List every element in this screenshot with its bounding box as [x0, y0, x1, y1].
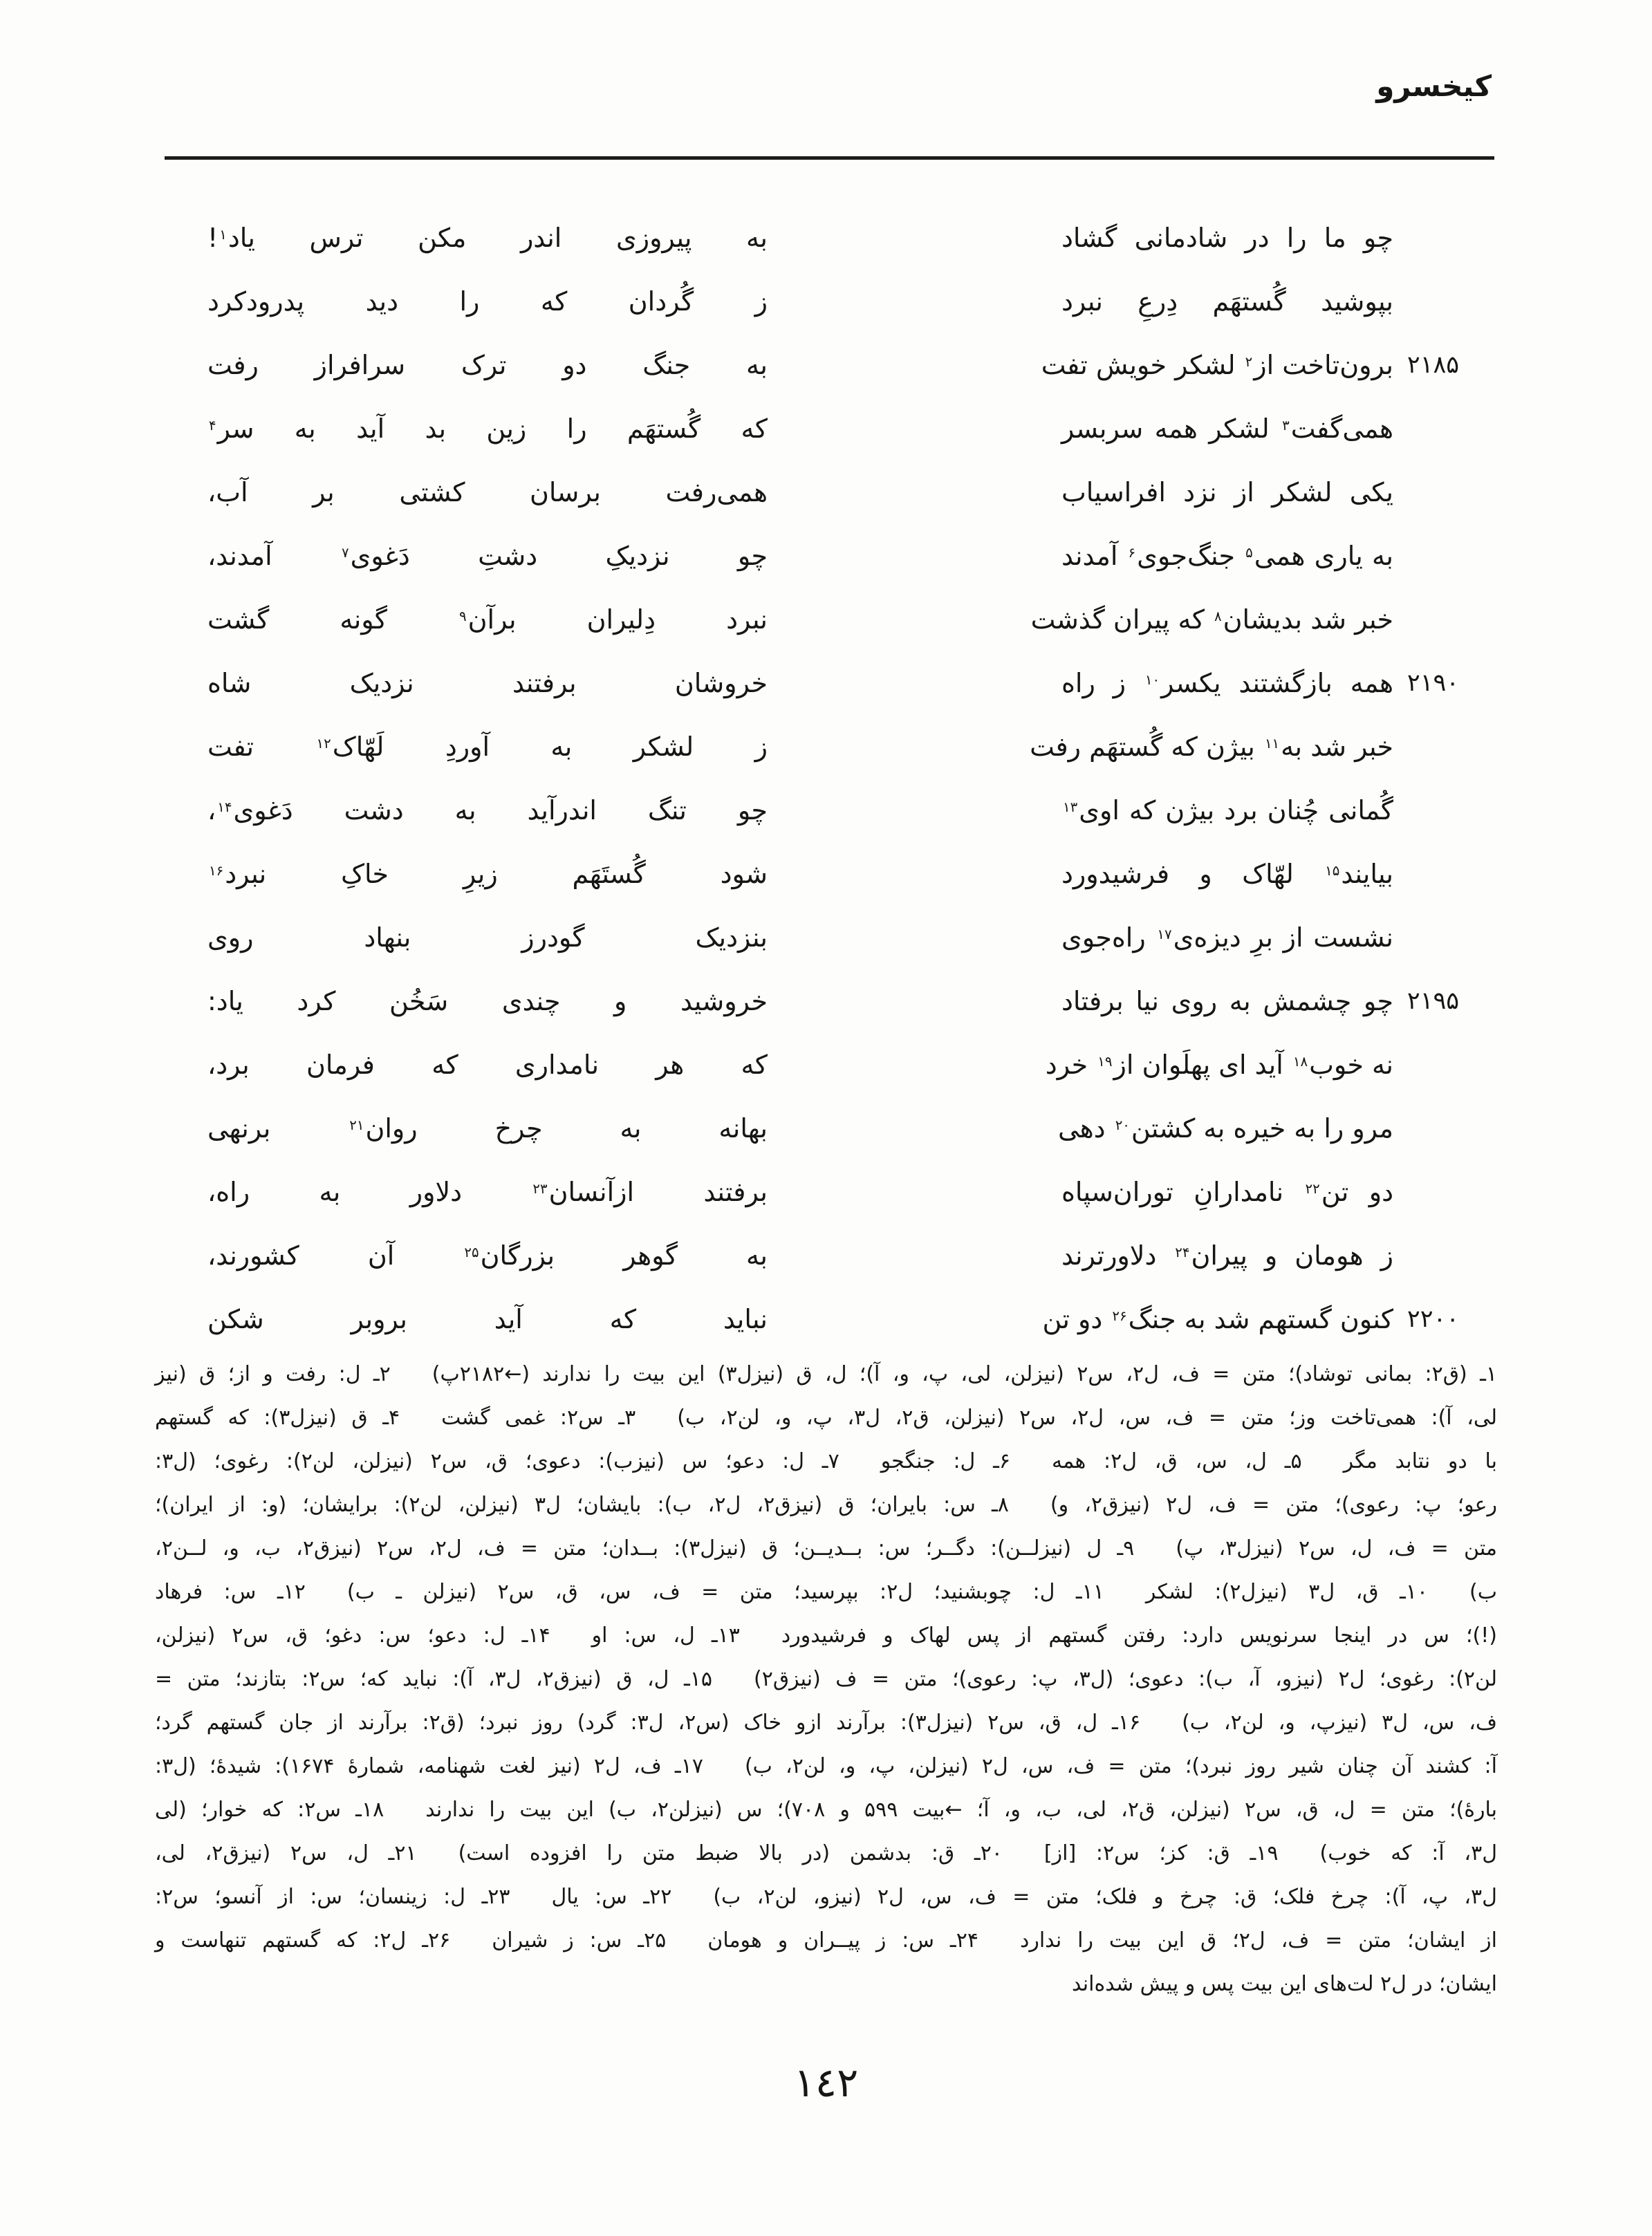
hemistich-second: بنزدیک گودرز بنهاد روی: [207, 922, 768, 953]
verse-row: [156, 779, 1497, 842]
footnote-marker: ۱۳: [1063, 799, 1078, 816]
footnote-marker: ۲۴: [1175, 1245, 1190, 1261]
hemistich-second: که گُستهَم را زین بد آید به سر$^۴$: [209, 413, 768, 444]
hemistich-second: به جنگ دو ترک سرافراز رفت: [207, 350, 768, 380]
hemistich-second: به پیروزی اندر مکن ترس یاد$^۱$!: [207, 223, 768, 253]
footnote-marker: ۱۰: [1144, 672, 1160, 689]
hemistich-first: همه بازگشتند یکسر$^{۱۰}$ ز راه: [1061, 668, 1394, 698]
footnote-marker: ۱۴: [217, 799, 232, 816]
hemistich-second: نباید که آید بروبر شکن: [207, 1304, 768, 1334]
footnote-marker: ۴: [209, 418, 216, 434]
hemistich-second: خروشان برفتند نزدیک شاه: [207, 668, 768, 698]
hemistich-first: گُمانی چُنان برد بیژن که اوی$^{۱۳}$: [1063, 795, 1393, 826]
hemistich-second: چو نزدیکِ دشتِ دَغوی$^۷$ آمدند،: [207, 541, 768, 571]
footnote-line: ۱ـ (ق۲: بمانی توشاد)؛ متن = ف، ل۲، س۲ (نیزلن، لی، پ، و، آ)؛ ل، ق (نیزل۳) این بیت را ندارند (←۲۱۸۲پ) ۲ـ ل: رفت و از؛ ق (نیز: [155, 1362, 1497, 1386]
verse-number: [1397, 1097, 1469, 1160]
footnote-line: از ایشان؛ متن = ف، ل۲؛ ق این بیت را ندارد ۲۴ـ س: ز پیــران و هومان ۲۵ـ س: ز شیران ۲۶ـ ل۲: که گستهم تنهاست و: [155, 1928, 1498, 1953]
hemistich-first: بپوشید گُستهَم دِرعِ نبرد: [1061, 286, 1393, 317]
footnote-line: ایشان؛ در ل۲ لت‌های این بیت پس و پیش شده‌اند: [1072, 1972, 1497, 1996]
footnote-line: ف، س، ل۳ (نیزپ، و، لن۲، ب) ۱۶ـ ل، ق، س۲ (نیزل۳): برآرند ازو خاک (س۲، ل۳: گرد) روز نبرد؛ (ق۲: برآرند از جان گستهم گرد؛: [155, 1711, 1497, 1735]
hemistich-second: نبرد دِلیران برآن$^۹$ گونه گشت: [207, 604, 768, 635]
hemistich-first: چو ما را در شادمانی گشاد: [1061, 223, 1393, 253]
hemistich-second: برفتند ازآنسان$^{۲۳}$ دلاور به راه،: [207, 1177, 768, 1207]
footnote-marker: ۹: [459, 608, 467, 625]
verse-row: [156, 1224, 1497, 1287]
hemistich-second: چو تنگ اندرآید به دشت دَغوی$^{۱۴}$،: [207, 795, 768, 826]
footnote-marker: ۲۲: [1305, 1181, 1320, 1198]
verse-number: [1397, 397, 1469, 460]
hemistich-second: خروشید و چندی سَخُن کرد یاد:: [207, 986, 768, 1016]
footnote-marker: ۲۰: [1115, 1117, 1130, 1134]
footnote-marker: ۱۷: [1157, 926, 1172, 943]
verse-row: [156, 397, 1497, 460]
verse-row: [156, 460, 1497, 524]
hemistich-first: خبر شد به$^{۱۱}$ بیژن که گُستهَم رفت: [1030, 732, 1393, 762]
verse-number: [1397, 1160, 1469, 1224]
verse-row: [156, 588, 1497, 651]
footnote-marker: ۲۱: [349, 1117, 364, 1134]
verse-number: ۲۱۹۵: [1407, 987, 1460, 1015]
verse-number: [1397, 206, 1469, 270]
verse-row: [156, 333, 1497, 397]
footnote-line: لن۲): رغوی؛ ل۲ (نیزو، آ، ب): دعوی؛ (ل۳، پ: رعوی)؛ متن = ف (نیزق۲) ۱۵ـ ل، ق (نیزق۲، ل۳، آ): نباید که؛ س۲: بتازند؛ متن =: [155, 1667, 1498, 1691]
hemistich-first: ز هومان و پیران$^{۲۴}$ دلاورترند: [1061, 1240, 1393, 1271]
verse-row: [156, 906, 1497, 969]
hemistich-second: به گوهر بزرگان$^{۲۵}$ آن کشورند،: [207, 1240, 768, 1271]
hemistich-second: بهانه به چرخ روان$^{۲۱}$ برنهی: [207, 1113, 768, 1144]
hemistich-second: شود گُستَهَم زیرِ خاکِ نبرد$^{۱۶}$: [209, 859, 768, 889]
footnote-marker: ۱۸: [1292, 1054, 1308, 1070]
verse-number: [1397, 524, 1469, 588]
hemistich-second: همی‌رفت برسان کشتی بر آب،: [207, 477, 768, 507]
footnote-line: (!)؛ س در اینجا سرنویس دارد: رفتن گستهم از پس لهاک و فرشیدورد ۱۳ـ ل، س: او ۱۴ـ ل: دعو؛ س: دغو؛ ق، س۲ (نیزلن،: [155, 1623, 1497, 1648]
verse-row: [156, 524, 1497, 588]
footnote-marker: ۲: [1245, 354, 1253, 371]
verse-number: ۲۲۰۰: [1407, 1305, 1460, 1333]
footnote-marker: ۵: [1245, 545, 1253, 561]
footnote-marker: ۱۶: [209, 863, 224, 879]
verse-number: ۲۱۹۰: [1407, 669, 1460, 697]
verse-number: [1397, 1224, 1469, 1287]
verse-row: [156, 1097, 1497, 1160]
verse-number: [1397, 460, 1469, 524]
verse-number: [1397, 588, 1469, 651]
hemistich-first: کنون گستهم شد به جنگ$^{۲۶}$ دو تن: [1042, 1304, 1393, 1334]
verse-number: [1397, 906, 1469, 969]
footnote-marker: ۶: [1128, 545, 1136, 561]
verse-number: ۲۱۸۵: [1407, 351, 1460, 379]
footnote-line: آ: کشند آن چنان شیر روز نبرد)؛ متن = ف، س، ل۲ (نیزلن، پ، و، لن۲، ب) ۱۷ـ ف، ل۲ (نیز لغت شهنامه، شمارهٔ ۱۶۷۴): شیدهٔ؛ (ل۳:: [155, 1754, 1497, 1778]
footnote-marker: ۷: [341, 545, 349, 561]
header-rule: [165, 156, 1494, 160]
footnote-line: رعو؛ پ: رعوی)؛ متن = ف، ل۲ (نیزق۲، و) ۸ـ س: بایران؛ ق (نیزق۲، ل۲، ب): بایشان؛ ل۳ (نیزلن، لن۲): برایشان؛ (و: از ایران)؛: [155, 1493, 1497, 1517]
hemistich-first: بیایند$^{۱۵}$ لهّاک و فرشیدورد: [1061, 859, 1393, 889]
footnote-marker: ۱۱: [1264, 736, 1280, 752]
hemistich-first: یکی لشکر از نزد افراسیاب: [1061, 477, 1393, 507]
footnote-marker: ۳: [1282, 418, 1290, 434]
footnote-line: ب) ۱۰ـ ق، ل۳ (نیزل۲): لشکر ۱۱ـ ل: چوبشنید؛ ل۲: بپرسید؛ متن = ف، س، ق، س۲ (نیزلن ـ ب) ۱۲ـ س: فرهاد: [155, 1580, 1497, 1604]
footnote-marker: ۱۵: [1325, 863, 1340, 879]
hemistich-first: نشست از برِ دیزه‌ی$^{۱۷}$ راه‌جوی: [1061, 922, 1393, 953]
verse-row: [156, 206, 1497, 270]
footnote-marker: ۲۵: [464, 1245, 479, 1261]
hemistich-first: به یاری همی$^۵$ جنگ‌جوی$^۶$ آمدند: [1061, 541, 1393, 571]
hemistich-first: چو چشمش به روی نیا برفتاد: [1061, 986, 1393, 1016]
hemistich-first: مرو را به خیره به کشتن$^{۲۰}$ دهی: [1057, 1113, 1393, 1144]
verse-number: [1397, 1033, 1469, 1097]
footnote-marker: ۱۹: [1097, 1054, 1113, 1070]
hemistich-second: ز گُردان که را دید پدرودکرد: [207, 286, 768, 317]
hemistich-first: دو تن$^{۲۲}$ نامدارانِ توران‌سپاه: [1061, 1177, 1393, 1207]
footnote-marker: ۱۲: [316, 736, 331, 752]
verse-row: [156, 270, 1497, 333]
hemistich-first: خبر شد بدیشان$^۸$ که پیران گذشت: [1030, 604, 1393, 635]
footnote-marker: ۸: [1214, 608, 1222, 625]
verse-row: [156, 1160, 1497, 1224]
footnote-line: ل۳، آ: که خوب) ۱۹ـ ق: کز؛ س۲: [از] ۲۰ـ ق: بدشمن (در بالا ضبط متن را افزوده است) ۲۱ـ ل، س۲ (نیزق۲، لی،: [155, 1841, 1497, 1865]
verse-number: [1397, 715, 1469, 779]
hemistich-second: که هر نامداری که فرمان برد،: [207, 1050, 768, 1080]
footnote-line: بارهٔ)؛ متن = ل، ق، س۲ (نیزلن، ق۲، لی، ب، و، آ؛ ←بیت ۵۹۹ و ۷۰۸)؛ س (نیزلن۲، ب) این بیت را ندارند ۱۸ـ س۲: که خوار؛ (لی: [155, 1798, 1497, 1822]
verse-row: [156, 651, 1497, 715]
hemistich-first: نه خوب$^{۱۸}$ آید ای پهلَوان از$^{۱۹}$ خرد: [1045, 1050, 1393, 1080]
hemistich-second: ز لشکر به آوردِ لَهّاک$^{۱۲}$ تفت: [207, 732, 768, 762]
poem: [156, 206, 1497, 1351]
verse-row: [156, 1287, 1497, 1351]
footnote-line: لی، آ): همی‌تاخت وز؛ متن = ف، س، ل۲، س۲ (نیزلن، ق۲، ل۳، پ، و، لن۲، ب) ۳ـ س۲: غمی گشت ۴ـ ق (نیزل۳): که گستهم: [155, 1406, 1498, 1430]
footnote-marker: ۱: [219, 227, 227, 243]
footnote-line: با دو نتابد مگر ۵ـ ل، س، ق، ل۲: همه ۶ـ ل: جنگجو ۷ـ ل: دعو؛ س (نیزب): دعوی؛ ق، س۲ (نیزلن، لن۲): رغوی؛ (ل۳:: [155, 1449, 1497, 1473]
footnotes: [155, 1352, 1497, 2006]
page-number: ١٤٢: [793, 2059, 859, 2106]
verse-row: [156, 1033, 1497, 1097]
hemistich-first: همی‌گفت$^۳$ لشکر همه سربسر: [1061, 413, 1393, 444]
verse-number: [1397, 270, 1469, 333]
verse-row: [156, 715, 1497, 779]
running-head: کیخسرو: [1376, 69, 1492, 103]
verse-number: [1397, 842, 1469, 906]
verse-row: [156, 842, 1497, 906]
footnote-line: ل۳، پ، آ): چرخ فلک؛ ق: چرخ و فلک؛ متن = ف، س، ل۲ (نیزو، لن۲، ب) ۲۲ـ س: یال ۲۳ـ ل: زینسان؛ س: از آنسو؛ س۲:: [155, 1885, 1497, 1909]
footnote-line: متن = ف، ل، س۲ (نیزل۳، پ) ۹ـ ل (نیزلــن): دگــر؛ س: بــدیــن؛ ق (نیزل۳): بــدان؛ متن = ف، ل۲، س۲ (نیزق۲، ب، و، لــن۲،: [155, 1536, 1497, 1560]
hemistich-first: برون‌تاخت از$^۲$ لشکر خویش تفت: [1041, 350, 1393, 380]
verse-row: [156, 969, 1497, 1033]
footnote-marker: ۲۳: [532, 1181, 548, 1198]
verse-number: [1397, 779, 1469, 842]
footnote-marker: ۲۶: [1112, 1308, 1127, 1325]
